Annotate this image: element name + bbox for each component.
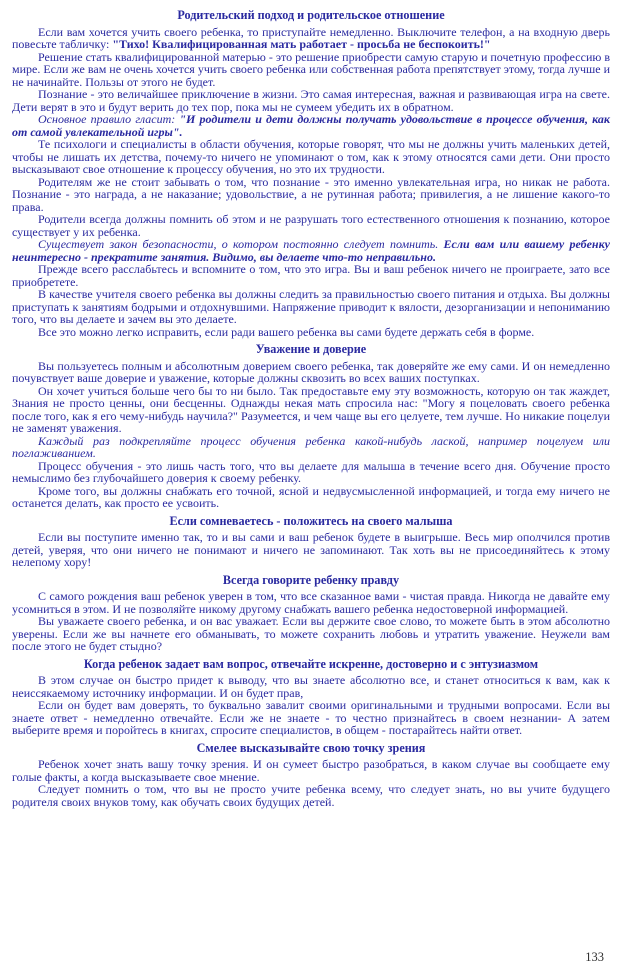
text-run: Если он будет вам доверять, то буквально завалит своими оригинальными и трудными вопросами. Если вы знаете ответ - немедленно отвечайте. Если же не знаете - то честно признайтесь в своем незнании- А затем выберите время и поройтесь в книгах, спросите специалистов, в общем - постарайтесь найти ответ. <box>12 698 610 737</box>
paragraph <box>12 435 610 460</box>
paragraph <box>12 360 610 385</box>
paragraph <box>12 88 610 113</box>
paragraph <box>12 385 610 435</box>
paragraph <box>12 783 610 808</box>
page-number: 133 <box>585 950 604 964</box>
text-run: Основное правило гласит: <box>38 112 180 126</box>
paragraph <box>12 213 610 238</box>
paragraph <box>12 758 610 783</box>
paragraph <box>12 176 610 214</box>
text-run: Следует помнить о том, что вы не просто учите ребенка всему, что следует знать, но вы учите будущего родителя своих внуков тому, как обучать своих будущих детей. <box>12 782 610 809</box>
text-run: Родители всегда должны помнить об этом и не разрушать того естественного отношения к познанию, которое существует у их ребенка. <box>12 212 610 239</box>
section-heading: Смелее высказывайте свою точку зрения <box>196 740 426 755</box>
text-run: Ребенок хочет знать вашу точку зрения. И он сумеет быстро разобраться, в каком случае вы сообщаете ему голые факты, а когда высказываете свое мнение. <box>12 757 610 784</box>
text-run: Все это можно легко исправить, если ради вашего ребенка вы сами будете держать себя в форме. <box>38 324 535 339</box>
paragraph <box>12 531 610 569</box>
paragraph <box>12 238 610 263</box>
text-run: "Тихо! Квалифицированная мать работает - просьба не беспокоить!" <box>112 37 491 51</box>
text-run: Те психологи и специалисты в области обучения, которые говорят, что мы не должны учить маленьких детей, чтобы не лишать их детства, почему-то ничего не упоминают о том, как к этому относятся сами дети. Они просто высказывают свое отношение к процессу обучения, но это их трудности. <box>12 137 610 176</box>
text-run: Если вы поступите именно так, то и вы сами и ваш ребенок будете в выигрыше. Весь мир ополчился против детей, уверяя, что они ничего не понимают и ничего не запоминают. Так хоть вы не присоединяйтесь к этому нелепому хору! <box>12 530 610 569</box>
text-run: Существует закон безопасности, о котором постоянно следует помнить. <box>38 237 444 251</box>
section-heading: Если сомневаетесь - положитесь на своего малыша <box>169 513 453 528</box>
section-heading: Родительский подход и родительское отношение <box>177 8 445 22</box>
paragraph <box>12 113 610 138</box>
text-run: Он хочет учиться больше чего бы то ни было. Так предоставьте ему эту возможность, которую он так жаждет, Знания не просто ценны, они бесценны. Однажды некая мать спросила нас: "Могу я поцеловать своего ребенка после того, как я его чему-нибудь научила?" Разумеется, и чем чаще вы его целуете, тем лучше. Но никакие поцелуи не заменят уважения. <box>12 383 610 435</box>
text-run: "И родители и дети должны получать удовольствие в процессе обучения, как от самой увлекательной игры". <box>12 112 610 139</box>
text-run: Процесс обучения - это лишь часть того, что вы делаете для малыша в течение всего дня. Обучение просто немыслимо без глубочайшего доверия к своему ребенку. <box>12 458 610 485</box>
text-run: С самого рождения ваш ребенок уверен в том, что все сказанное вами - чистая правда. Никогда не давайте ему усомниться в этом. И не позволяйте никому другому снабжать вашего ребенка недостоверной информацией. <box>12 589 610 616</box>
text-run: Решение стать квалифицированной матерью - это решение приобрести самую старую и почетную профессию в мире. Если же вам не очень хочется учить своего ребенка или собственная работа препятствует этому, тогда лучше и не начинайте. Пользы от этого не будет. <box>12 49 611 89</box>
section-heading: Уважение и доверие <box>255 342 367 356</box>
paragraph <box>12 26 610 51</box>
text-run: Если вам хочется учить своего ребенка, то приступайте немедленно. Выключите телефон, а на входную дверь повесьте табличку: <box>12 24 610 51</box>
paragraph <box>12 51 610 89</box>
paragraph <box>12 138 610 176</box>
text-run: Кроме того, вы должны снабжать его точной, ясной и недвусмысленной информацией, и тогда ему ничего не останется делать, как просто ее усвоить. <box>12 483 610 510</box>
text-run: Познание - это величайшее приключение в жизни. Это самая интересная, важная и развивающая игра на свете. Дети верят в это и будут верить до тех пор, пока мы не сумеем убедить их в обратном. <box>12 87 610 114</box>
section-heading: Всегда говорите ребенку правду <box>222 572 400 587</box>
page-content <box>12 9 610 808</box>
text-run: Вы уважаете своего ребенка, и он вас уважает. Если вы держите свое слово, то можете быть в этом абсолютно уверены. Если же вы начнете его обманывать, то можете сохранить любовь и утратить уважение. Неужели вам после этого не будет стыдно? <box>12 614 610 653</box>
paragraph <box>12 263 610 288</box>
text-run: Вы пользуетесь полным и абсолютным доверием своего ребенка, так доверяйте же ему сами. И он немедленно почувствует ваше доверие и уважение, которые должны сквозить во всех ваших поступках. <box>12 358 610 385</box>
text-run: В этом случае он быстро придет к выводу, что вы знаете абсолютно все, и станет относиться к вам, как к неиссякаемому источнику информации. И он будет прав, <box>12 673 610 700</box>
paragraph <box>12 615 610 653</box>
paragraph <box>12 326 610 339</box>
text-run: В качестве учителя своего ребенка вы должны следить за правильностью своего питания и отдыха. Вы должны приступать к занятиям бодрыми и отдохнувшими. Напряжение приводит к вялости, дезорганизации и непониманию того, что вы делаете и зачем вы это делаете. <box>12 287 610 326</box>
section-heading: Когда ребенок задает вам вопрос, отвечайте искренне, достоверно и с энтузиазмом <box>83 656 539 671</box>
text-run: Прежде всего расслабьтесь и вспомните о том, что это игра. Вы и ваш ребенок ничего не проиграете, зато все приобретете. <box>12 262 610 289</box>
text-run: Родителям же не стоит забывать о том, что познание - это именно увлекательная игра, но никак не работа. Познание - это награда, а не наказание; удовольствие, а не рутинная работа; привилегия, а не лишение какого-то права. <box>12 174 610 214</box>
text-run: Если вам или вашему ребенку неинтересно - прекратите занятия. Видимо, вы делаете что-то неправильно. <box>12 237 610 264</box>
paragraph <box>12 288 610 326</box>
paragraph <box>12 590 610 615</box>
paragraph <box>12 485 610 510</box>
paragraph <box>12 460 610 485</box>
text-run: Каждый раз подкрепляйте процесс обучения ребенка какой-нибудь лаской, например поцелуем или поглаживанием. <box>12 433 610 460</box>
paragraph <box>12 699 610 737</box>
paragraph <box>12 674 610 699</box>
